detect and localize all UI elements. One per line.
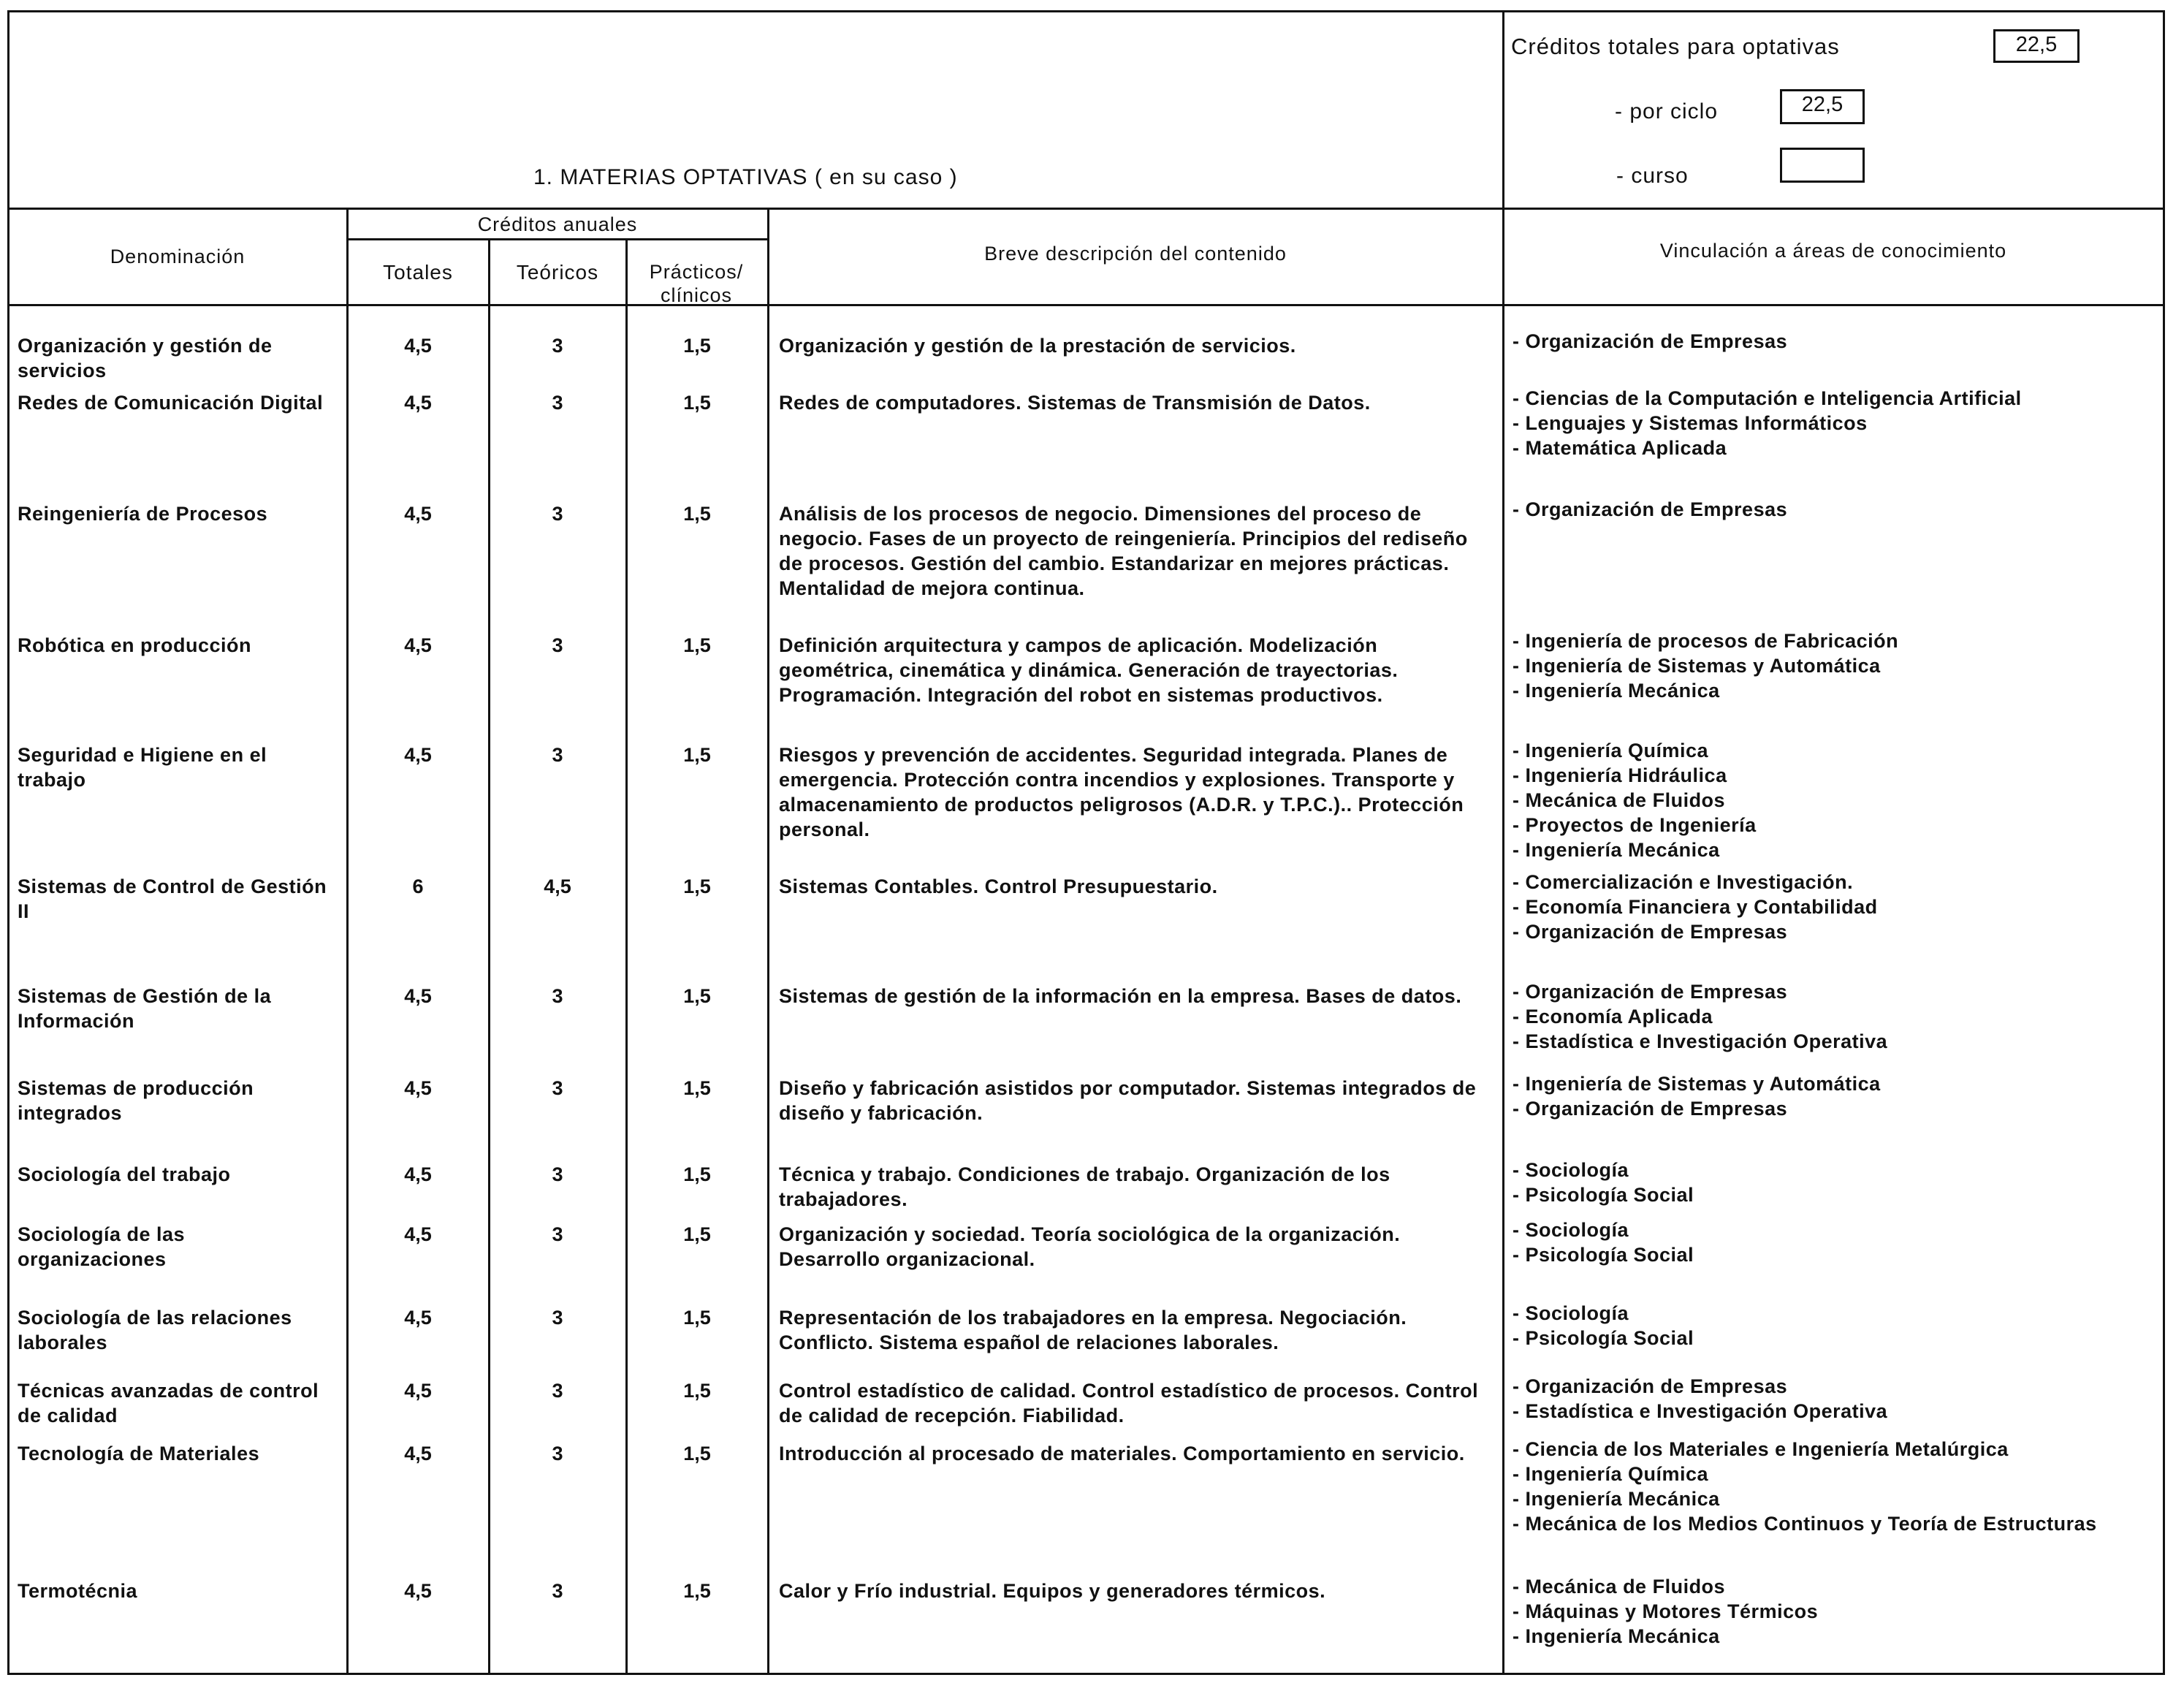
creditos-totales: 4,5 — [404, 503, 432, 525]
col-header-denominacion: Denominación — [110, 246, 246, 267]
creditos-totales: 4,5 — [404, 1307, 432, 1329]
creditos-teoricos: 3 — [552, 1163, 563, 1185]
subject-name: Redes de Comunicación Digital — [18, 392, 324, 414]
subject-name: Seguridad e Higiene en el trabajo — [18, 744, 267, 791]
creditos-totales: 4,5 — [404, 744, 432, 766]
creditos-practicos: 1,5 — [683, 1580, 711, 1602]
creditos-practicos: 1,5 — [683, 1443, 711, 1464]
knowledge-area-item: - Ingeniería Mecánica — [1513, 678, 2160, 703]
knowledge-area-item: - Máquinas y Motores Térmicos — [1513, 1599, 2160, 1624]
subject-name: Robótica en producción — [18, 634, 252, 656]
knowledge-area-item: - Psicología Social — [1513, 1242, 2160, 1267]
knowledge-areas — [1513, 1574, 2160, 1649]
creditos-totales: 4,5 — [404, 392, 432, 414]
content-description: Calor y Frío industrial. Equipos y generadores térmicos. — [779, 1580, 1326, 1602]
creditos-totales: 4,5 — [404, 1077, 432, 1099]
subject-name: Sistemas de Gestión de la Información — [18, 985, 272, 1032]
creditos-teoricos: 3 — [552, 1223, 563, 1245]
knowledge-area-item: - Ingeniería Mecánica — [1513, 837, 2160, 862]
column-header-bottom-rule — [7, 304, 2165, 306]
knowledge-areas — [1513, 1374, 2160, 1424]
col-divider-4 — [767, 208, 769, 1675]
knowledge-area-item: - Comercialización e Investigación. — [1513, 870, 2160, 894]
creditos-teoricos: 3 — [552, 1077, 563, 1099]
subject-name: Termotécnia — [18, 1580, 138, 1602]
knowledge-areas — [1513, 870, 2160, 944]
creditos-practicos: 1,5 — [683, 634, 711, 656]
creditos-totales: 4,5 — [404, 1223, 432, 1245]
page-title: 1. MATERIAS OPTATIVAS ( en su caso ) — [533, 165, 958, 189]
knowledge-area-item: - Psicología Social — [1513, 1326, 2160, 1350]
knowledge-areas — [1513, 1071, 2160, 1121]
knowledge-area-item: - Sociología — [1513, 1301, 2160, 1326]
content-description: Sistemas Contables. Control Presupuestario. — [779, 875, 1218, 897]
knowledge-area-item: - Psicología Social — [1513, 1182, 2160, 1207]
subject-name: Tecnología de Materiales — [18, 1443, 260, 1464]
creditos-practicos: 1,5 — [683, 1380, 711, 1402]
subject-name: Sociología del trabajo — [18, 1163, 231, 1185]
content-description: Representación de los trabajadores en la empresa. Negociación. Conflicto. Sistema español de relaciones laborales. — [779, 1307, 1407, 1353]
creditos-practicos: 1,5 — [683, 744, 711, 766]
knowledge-areas — [1513, 1217, 2160, 1267]
creditos-totales-label: Créditos totales para optativas — [1511, 34, 1840, 59]
col-header-vinculacion: Vinculación a áreas de conocimiento — [1659, 240, 2007, 262]
subject-name: Reingeniería de Procesos — [18, 503, 268, 525]
subject-name: Técnicas avanzadas de control de calidad — [18, 1380, 319, 1426]
creditos-teoricos: 3 — [552, 634, 563, 656]
knowledge-area-item: - Ingeniería de Sistemas y Automática — [1513, 1071, 2160, 1096]
content-description: Diseño y fabricación asistidos por computador. Sistemas integrados de diseño y fabricación. — [779, 1077, 1477, 1124]
knowledge-area-item: - Estadística e Investigación Operativa — [1513, 1029, 2160, 1054]
knowledge-area-item: - Organización de Empresas — [1513, 1374, 2160, 1399]
content-description: Organización y sociedad. Teoría sociológica de la organización. Desarrollo organizacional. — [779, 1223, 1401, 1270]
col-header-totales: Totales — [383, 261, 453, 284]
creditos-totales: 4,5 — [404, 634, 432, 656]
knowledge-area-item: - Lenguajes y Sistemas Informáticos — [1513, 411, 2160, 436]
knowledge-areas — [1513, 738, 2160, 862]
knowledge-area-item: - Mecánica de los Medios Continuos y Teoría de Estructuras — [1513, 1511, 2160, 1536]
content-description: Riesgos y prevención de accidentes. Seguridad integrada. Planes de emergencia. Protección contra incendios y explosiones. Transporte y almacenamiento de productos peligrosos (A.D.R. y T.P.C.).. Protección personal. — [779, 744, 1464, 840]
knowledge-areas — [1513, 1437, 2160, 1536]
knowledge-area-item: - Proyectos de Ingeniería — [1513, 813, 2160, 837]
subject-name: Organización y gestión de servicios — [18, 335, 273, 381]
subject-name: Sistemas de Control de Gestión II — [18, 875, 327, 922]
content-description: Control estadístico de calidad. Control estadístico de procesos. Control de calidad de recepción. Fiabilidad. — [779, 1380, 1479, 1426]
creditos-totales: 4,5 — [404, 1580, 432, 1602]
header-bottom-rule — [7, 208, 2165, 210]
knowledge-area-item: - Ingeniería Química — [1513, 738, 2160, 763]
creditos-practicos: 1,5 — [683, 503, 711, 525]
creditos-teoricos: 4,5 — [544, 875, 571, 897]
creditos-totales: 4,5 — [404, 335, 432, 357]
knowledge-area-item: - Organización de Empresas — [1513, 919, 2160, 944]
creditos-practicos: 1,5 — [683, 875, 711, 897]
content-description: Análisis de los procesos de negocio. Dimensiones del proceso de negocio. Fases de un proyecto de reingeniería. Principios del rediseño de procesos. Gestión del cambio. Estandarizar en mejores prácticas. Mentalidad de mejora continua. — [779, 503, 1468, 599]
creditos-teoricos: 3 — [552, 503, 563, 525]
knowledge-area-item: - Mecánica de Fluidos — [1513, 1574, 2160, 1599]
creditos-totales-value: 22,5 — [1993, 29, 2080, 63]
creditos-totales: 4,5 — [404, 985, 432, 1007]
knowledge-areas — [1513, 1158, 2160, 1207]
knowledge-area-item: - Economía Financiera y Contabilidad — [1513, 894, 2160, 919]
knowledge-area-item: - Economía Aplicada — [1513, 1004, 2160, 1029]
content-description: Sistemas de gestión de la información en la empresa. Bases de datos. — [779, 985, 1462, 1007]
knowledge-area-item: - Estadística e Investigación Operativa — [1513, 1399, 2160, 1424]
knowledge-area-item: - Ciencias de la Computación e Inteligencia Artificial — [1513, 386, 2160, 411]
creditos-teoricos: 3 — [552, 985, 563, 1007]
content-description: Introducción al procesado de materiales. Comportamiento en servicio. — [779, 1443, 1465, 1464]
knowledge-areas — [1513, 1301, 2160, 1350]
content-description: Técnica y trabajo. Condiciones de trabajo. Organización de los trabajadores. — [779, 1163, 1390, 1210]
creditos-totales: 4,5 — [404, 1443, 432, 1464]
subject-name: Sociología de las relaciones laborales — [18, 1307, 292, 1353]
knowledge-area-item: - Organización de Empresas — [1513, 979, 2160, 1004]
knowledge-areas — [1513, 497, 2160, 522]
creditos-subheader-rule — [346, 238, 767, 240]
knowledge-areas — [1513, 979, 2160, 1054]
knowledge-area-item: - Organización de Empresas — [1513, 1096, 2160, 1121]
creditos-practicos: 1,5 — [683, 392, 711, 414]
creditos-practicos: 1,5 — [683, 1223, 711, 1245]
knowledge-area-item: - Ingeniería de Sistemas y Automática — [1513, 653, 2160, 678]
knowledge-area-item: - Matemática Aplicada — [1513, 436, 2160, 460]
creditos-totales: 4,5 — [404, 1380, 432, 1402]
knowledge-area-item: - Ingeniería de procesos de Fabricación — [1513, 628, 2160, 653]
creditos-practicos: 1,5 — [683, 335, 711, 357]
creditos-practicos: 1,5 — [683, 1077, 711, 1099]
knowledge-area-item: - Mecánica de Fluidos — [1513, 788, 2160, 813]
col-header-teoricos: Teóricos — [516, 261, 599, 284]
knowledge-area-item: - Sociología — [1513, 1217, 2160, 1242]
col-header-descripcion: Breve descripción del contenido — [984, 243, 1287, 265]
subject-name: Sociología de las organizaciones — [18, 1223, 186, 1270]
curso-value — [1780, 148, 1865, 183]
knowledge-area-item: - Ingeniería Mecánica — [1513, 1486, 2160, 1511]
content-description: Organización y gestión de la prestación de servicios. — [779, 335, 1296, 357]
creditos-practicos: 1,5 — [683, 985, 711, 1007]
subject-name: Sistemas de producción integrados — [18, 1077, 254, 1124]
knowledge-area-item: - Sociología — [1513, 1158, 2160, 1182]
creditos-teoricos: 3 — [552, 335, 563, 357]
creditos-teoricos: 3 — [552, 1380, 563, 1402]
knowledge-area-item: - Ingeniería Química — [1513, 1462, 2160, 1486]
knowledge-areas — [1513, 329, 2160, 354]
knowledge-areas — [1513, 386, 2160, 460]
knowledge-areas — [1513, 628, 2160, 703]
por-ciclo-label: - por ciclo — [1615, 99, 1719, 124]
por-ciclo-value: 22,5 — [1780, 89, 1865, 124]
content-description: Definición arquitectura y campos de aplicación. Modelización geométrica, cinemática y dinámica. Generación de trayectorias. Programación. Integración del robot en sistemas productivos. — [779, 634, 1399, 706]
knowledge-area-item: - Organización de Empresas — [1513, 329, 2160, 354]
creditos-teoricos: 3 — [552, 744, 563, 766]
knowledge-area-item: - Organización de Empresas — [1513, 497, 2160, 522]
creditos-totales: 4,5 — [404, 1163, 432, 1185]
creditos-teoricos: 3 — [552, 1307, 563, 1329]
curso-label: - curso — [1616, 164, 1689, 188]
creditos-practicos: 1,5 — [683, 1307, 711, 1329]
knowledge-area-item: - Ingeniería Hidráulica — [1513, 763, 2160, 788]
col-header-creditos-anuales: Créditos anuales — [477, 213, 638, 235]
content-description: Redes de computadores. Sistemas de Transmisión de Datos. — [779, 392, 1371, 414]
knowledge-area-item: - Ingeniería Mecánica — [1513, 1624, 2160, 1649]
col-header-practicos: Prácticos/ clínicos — [649, 261, 744, 306]
creditos-practicos: 1,5 — [683, 1163, 711, 1185]
knowledge-area-item: - Ciencia de los Materiales e Ingeniería Metalúrgica — [1513, 1437, 2160, 1462]
creditos-teoricos: 3 — [552, 1443, 563, 1464]
creditos-teoricos: 3 — [552, 1580, 563, 1602]
creditos-totales: 6 — [412, 875, 424, 897]
creditos-teoricos: 3 — [552, 392, 563, 414]
